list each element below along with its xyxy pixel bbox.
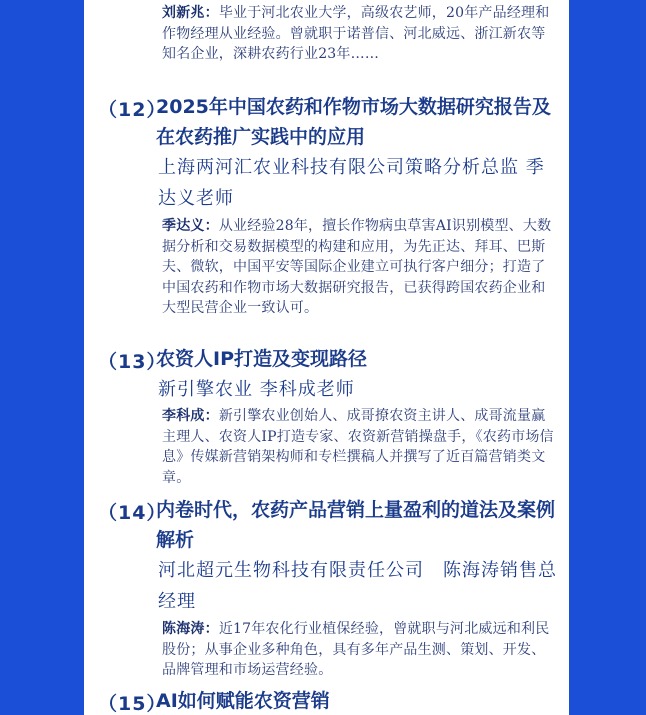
agenda-panel — [84, 0, 569, 715]
speaker-bio-text: 从业经验28年，擅长作物病虫草害AI识别模型、大数据分析和交易数据模型的构建和应用，为先正达、拜耳、巴斯夫、微软，中国平安等国际企业建立可执行客户细分；打造了中国农药和作物市场大数据研究报告，已获得跨国农药企业和大型民营企业一致认可。 — [162, 218, 552, 316]
speaker-bio-text: 新引擎农业创始人、成哥撩农资主讲人、成哥流量赢主理人、农资人IP打造专家、农资新营销操盘手，《农药市场信息》传媒新营销架构师和专栏撰稿人并撰写了近百篇营销类文章。 — [162, 408, 554, 486]
speaker-line: 河北超元生物科技有限责任公司 陈海涛销售总经理 — [158, 560, 557, 612]
speaker-bio-text: 毕业于河北农业大学，高级农艺师，20年产品经理和作物经理从业经验。曾就职于诺普信、河北威远、浙江新农等知名企业，深耕农药行业23年…… — [162, 5, 550, 62]
speaker-bio-name: 陈海涛： — [162, 621, 219, 637]
agenda-item-title: 内卷时代，农药产品营销上量盈利的道法及案例解析 — [156, 499, 556, 551]
speaker-bio — [162, 216, 554, 319]
speaker-bio-name: 刘新兆： — [162, 5, 219, 21]
agenda-item-number: （12） — [98, 99, 167, 121]
agenda-item-number: （13） — [98, 351, 167, 373]
agenda-item-title: 2025年中国农药和作物市场大数据研究报告及在农药推广实践中的应用 — [156, 96, 551, 148]
agenda-item-title: AI如何赋能农资营销 — [156, 690, 330, 712]
speaker-line: 上海两河汇农业科技有限公司策略分析总监 季达义老师 — [158, 157, 545, 209]
agenda-item-title: 农资人IP打造及变现路径 — [156, 348, 367, 370]
speaker-bio-name: 李科成： — [162, 408, 219, 424]
speaker-bio-text: 近17年农化行业植保经验，曾就职与河北威远和利民股份；从事企业多种角色，具有多年产品生测、策划、开发、品牌管理和市场运营经验。 — [162, 621, 550, 678]
speaker-bio — [162, 406, 554, 488]
speaker-bio — [162, 3, 554, 65]
speaker-line: 新引擎农业 李科成老师 — [158, 379, 355, 400]
speaker-bio — [162, 619, 554, 681]
speaker-bio-name: 季达义： — [162, 218, 219, 234]
agenda-item-number: （14） — [98, 502, 167, 524]
agenda-item-number: （15） — [98, 693, 167, 715]
